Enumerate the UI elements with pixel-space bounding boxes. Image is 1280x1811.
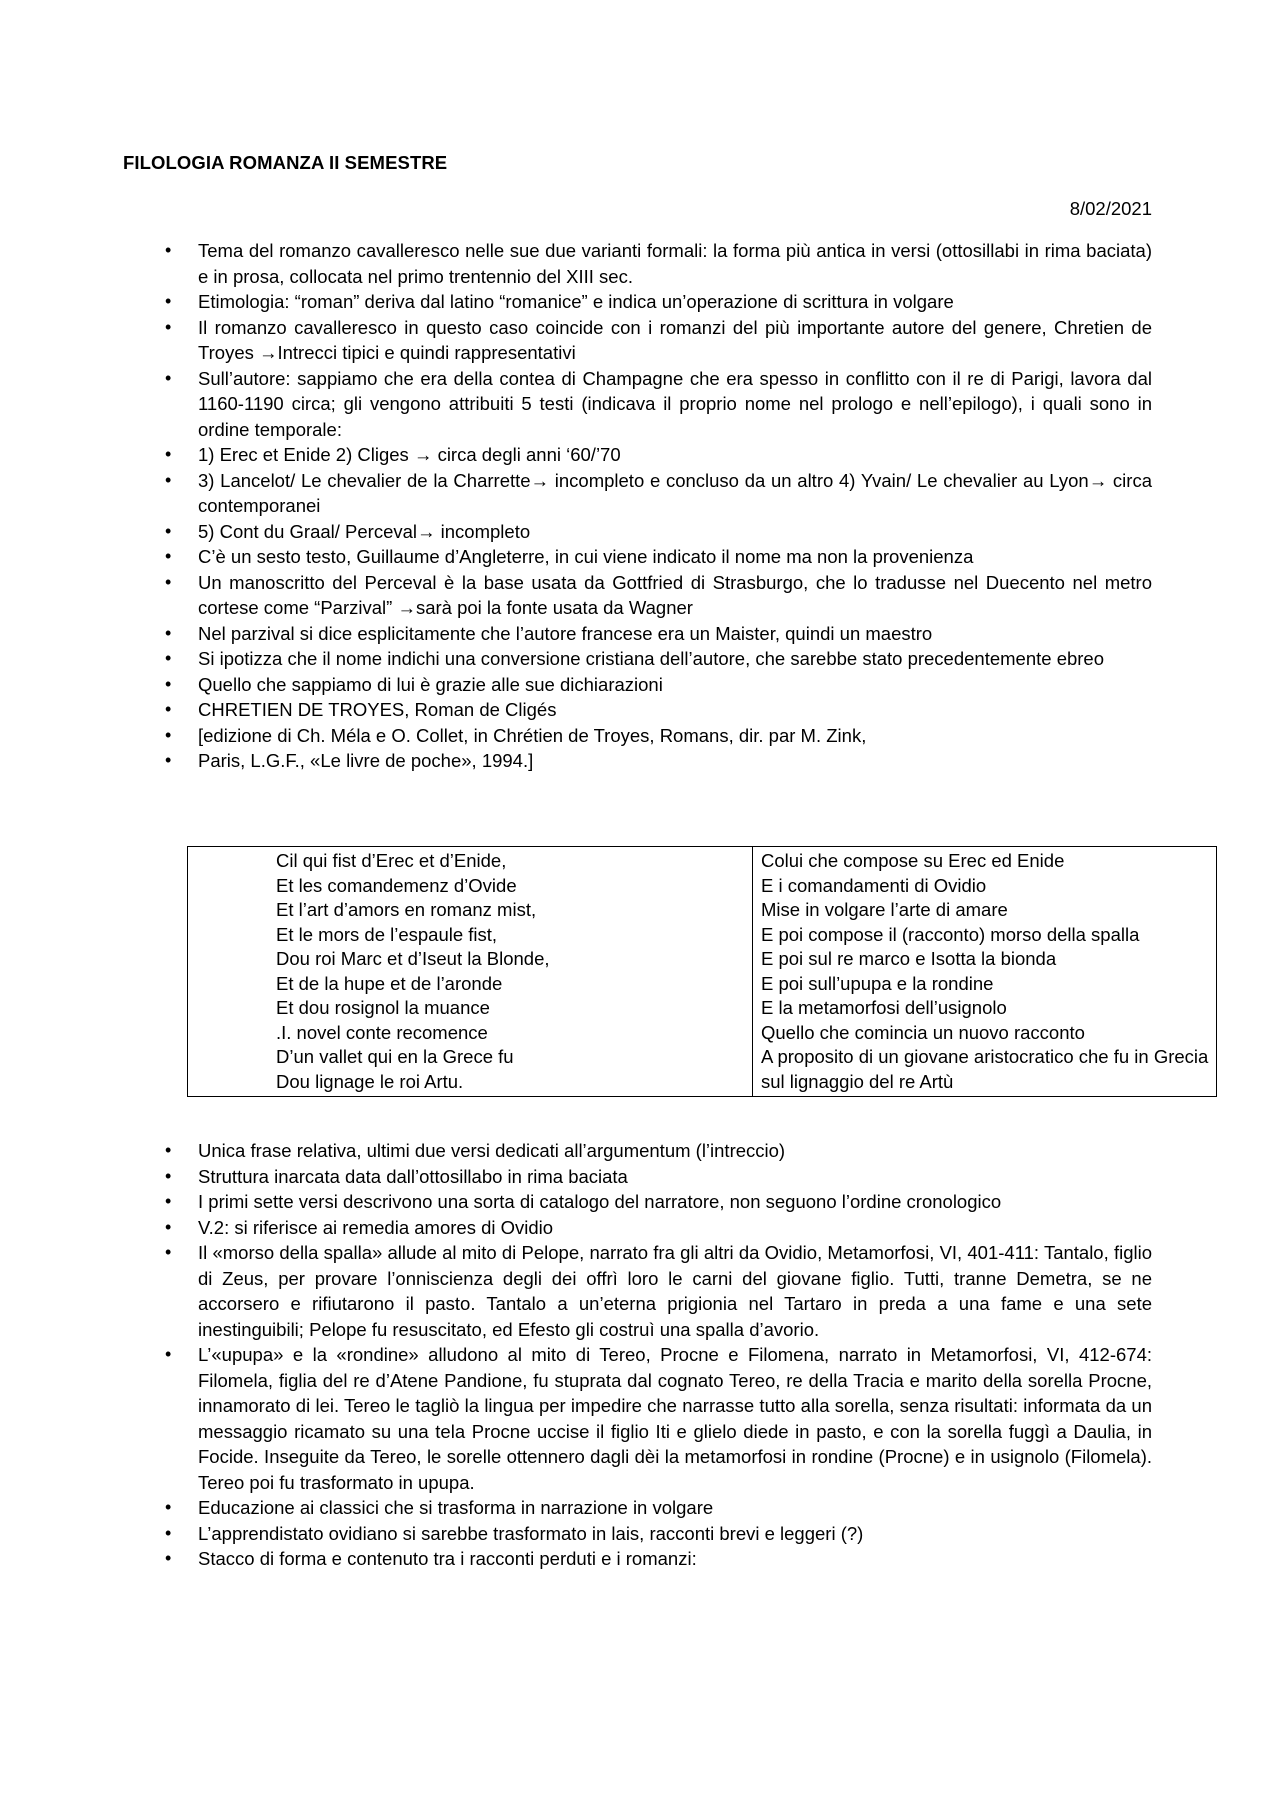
list-item: • Struttura inarcata data dall’ottosillabo in rima baciata bbox=[198, 1164, 1152, 1190]
bullet-list-commentary bbox=[0, 1138, 1280, 1572]
list-item: • Stacco di forma e contenuto tra i racconti perduti e i romanzi: bbox=[198, 1546, 1152, 1572]
list-item: • Tema del romanzo cavalleresco nelle sue due varianti formali: la forma più antica in versi (ottosillabi in rima baciata) e in prosa, collocata nel primo trentennio del XIII sec. bbox=[198, 238, 1152, 289]
original-verse-cell bbox=[188, 847, 753, 1097]
translation-line: E poi compose il (racconto) morso della spalla bbox=[761, 923, 1140, 945]
list-item: • Un manoscritto del Perceval è la base usata da Gottfried di Strasburgo, che lo tradusse nel Duecento nel metro cortese come “Parzival” →sarà poi la fonte usata da Wagner bbox=[198, 570, 1152, 621]
original-verse-line: Et les comandemenz d’Ovide bbox=[276, 874, 517, 896]
page-title: FILOLOGIA ROMANZA II SEMESTRE bbox=[123, 152, 448, 173]
list-item: • L’apprendistato ovidiano si sarebbe trasformato in lais, racconti brevi e leggeri (?) bbox=[198, 1521, 1152, 1547]
verse-translation-table bbox=[187, 846, 1217, 1097]
table-row bbox=[188, 847, 1217, 1097]
list-item: • 5) Cont du Graal/ Perceval→ incompleto bbox=[198, 519, 1152, 545]
list-item: • Il romanzo cavalleresco in questo caso coincide con i romanzi del più importante autore del genere, Chretien de Troyes →Intrecci tipici e quindi rappresentativi bbox=[198, 315, 1152, 366]
list-item: • Paris, L.G.F., «Le livre de poche», 1994.] bbox=[198, 748, 1152, 774]
translation-line: sul lignaggio del re Artù bbox=[761, 1070, 954, 1092]
original-verse-line: Dou roi Marc et d’Iseut la Blonde, bbox=[276, 948, 550, 969]
translation-line: Mise in volgare l’arte di amare bbox=[761, 899, 1008, 920]
translation-line: Colui che compose su Erec ed Enide bbox=[761, 850, 1065, 871]
list-item: • Unica frase relativa, ultimi due versi dedicati all’argumentum (l’intreccio) bbox=[198, 1138, 1152, 1164]
translation-line: A proposito di un giovane aristocratico che fu in Grecia bbox=[761, 1046, 1209, 1067]
list-item: • Il «morso della spalla» allude al mito di Pelope, narrato fra gli altri da Ovidio, Metamorfosi, VI, 401-411: Tantalo, figlio di Zeus, per provare l’onniscienza degli dei offrì loro le carni del giovane figlio. Tutti, tranne Demetra, se ne accorsero e rifiutarono il pasto. Tantalo a un’eterna prigionia nel Tartaro in preda a una fame e una sete inestinguibili; Pelope fu resuscitato, ed Efesto gli costruì una spalla d’avorio. bbox=[198, 1240, 1152, 1342]
list-item: • 3) Lancelot/ Le chevalier de la Charrette→ incompleto e concluso da un altro 4) Yvain/ Le chevalier au Lyon→ circa contemporanei bbox=[198, 468, 1152, 519]
list-item: • V.2: si riferisce ai remedia amores di Ovidio bbox=[198, 1215, 1152, 1241]
original-verse-line: D’un vallet qui en la Grece fu bbox=[276, 1046, 514, 1067]
list-item: • Educazione ai classici che si trasforma in narrazione in volgare bbox=[198, 1495, 1152, 1521]
list-item: • Etimologia: “roman” deriva dal latino “romanice” e indica un’operazione di scrittura in volgare bbox=[198, 289, 1152, 315]
list-item: • CHRETIEN DE TROYES, Roman de Cligés bbox=[198, 697, 1152, 723]
original-verse-line: Et dou rosignol la muance bbox=[276, 997, 490, 1018]
list-item: • Sull’autore: sappiamo che era della contea di Champagne che era spesso in conflitto con il re di Parigi, lavora dal 1160-1190 circa; gli vengono attribuiti 5 testi (indicava il proprio nome nel prologo e nell’epilogo), i quali sono in ordine temporale: bbox=[198, 366, 1152, 443]
original-verse-line: Dou lignage le roi Artu. bbox=[276, 1070, 464, 1092]
list-item: • Nel parzival si dice esplicitamente che l’autore francese era un Maister, quindi un maestro bbox=[198, 621, 1152, 647]
list-item: • 1) Erec et Enide 2) Cliges → circa degli anni ‘60/’70 bbox=[198, 442, 1152, 468]
list-item: • Si ipotizza che il nome indichi una conversione cristiana dell’autore, che sarebbe stato precedentemente ebreo bbox=[198, 646, 1152, 672]
lecture-date: 8/02/2021 bbox=[1069, 198, 1152, 219]
bullet-list-intro bbox=[0, 238, 1280, 774]
list-item: • Quello che sappiamo di lui è grazie alle sue dichiarazioni bbox=[198, 672, 1152, 698]
original-verse-line: Et le mors de l’espaule fist, bbox=[276, 923, 498, 945]
original-verse-line: Et de la hupe et de l’aronde bbox=[276, 972, 503, 994]
translation-cell bbox=[753, 847, 1217, 1097]
list-item: • C’è un sesto testo, Guillaume d’Angleterre, in cui viene indicato il nome ma non la provenienza bbox=[198, 544, 1152, 570]
original-verse-line: Et l’art d’amors en romanz mist, bbox=[276, 899, 537, 920]
translation-line: E poi sull’upupa e la rondine bbox=[761, 972, 994, 994]
list-item: • L’«upupa» e la «rondine» alludono al mito di Tereo, Procne e Filomena, narrato in Metamorfosi, VI, 412-674: Filomela, figlia del re d’Atene Pandione, fu stuprata dal cognato Tereo, re della Tracia e marito della sorella Procne, innamorato di lei. Tereo le tagliò la lingua per impedire che narrasse tutto alla sorella, senza risultati: informata da un messaggio ricamato su una tela Procne uccise il figlio Iti e glielo diede in pasto, e con la sorella fuggì a Daulia, in Focide. Inseguite da Tereo, le sorelle ottennero dagli dèi la metamorfosi in rondine (Procne) e in usignolo (Filomela). Tereo poi fu trasformato in upupa. bbox=[198, 1342, 1152, 1495]
original-verse-line: .I. novel conte recomence bbox=[276, 1021, 488, 1043]
translation-line: E la metamorfosi dell’usignolo bbox=[761, 997, 1007, 1018]
list-item: • [edizione di Ch. Méla e O. Collet, in Chrétien de Troyes, Romans, dir. par M. Zink, bbox=[198, 723, 1152, 749]
list-item: • I primi sette versi descrivono una sorta di catalogo del narratore, non seguono l’ordine cronologico bbox=[198, 1189, 1152, 1215]
original-verse-line: Cil qui fist d’Erec et d’Enide, bbox=[276, 850, 507, 871]
translation-line: Quello che comincia un nuovo racconto bbox=[761, 1021, 1085, 1043]
translation-line: E poi sul re marco e Isotta la bionda bbox=[761, 948, 1057, 969]
translation-line: E i comandamenti di Ovidio bbox=[761, 874, 987, 896]
